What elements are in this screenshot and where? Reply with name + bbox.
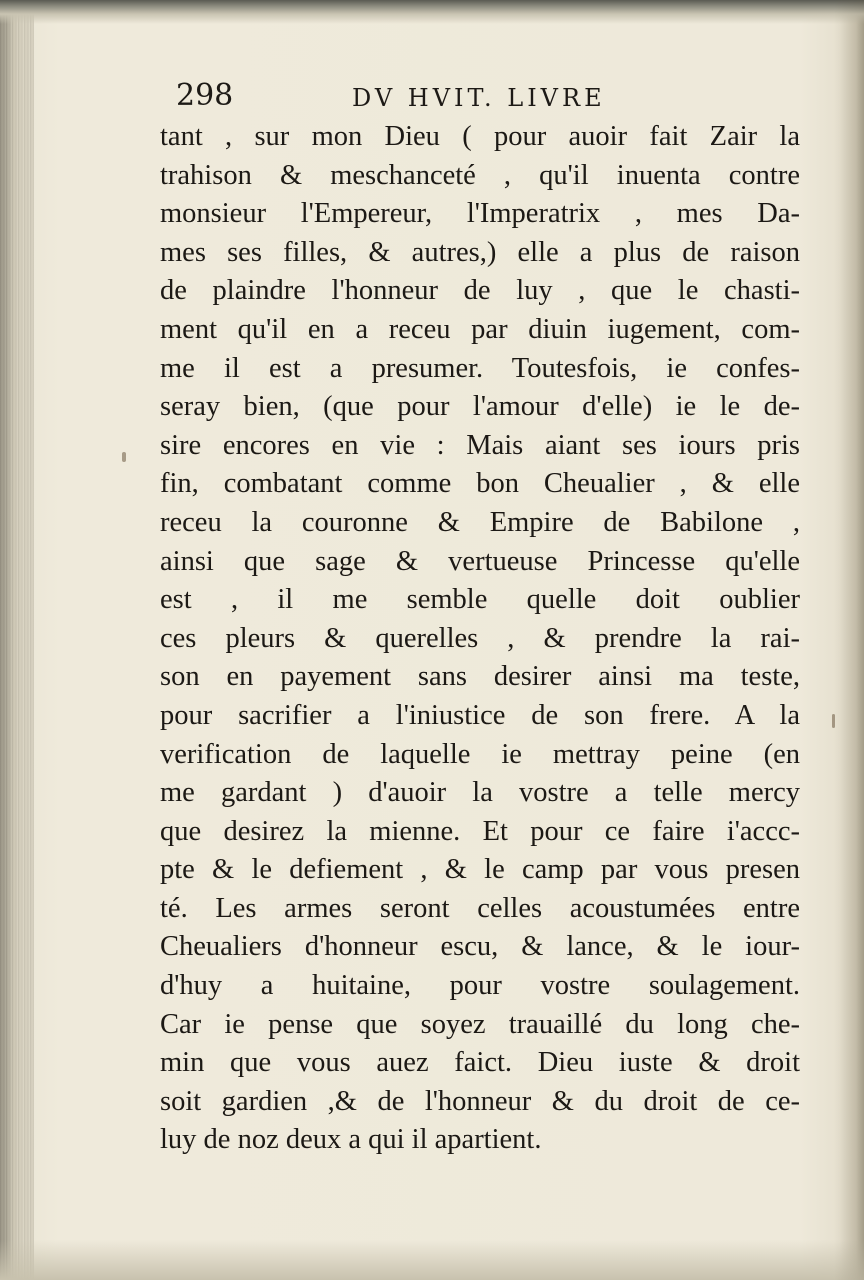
text-line: Car ie pense que soyez trauaillé du long che-: [160, 1008, 800, 1040]
text-line: son en payement sans desirer ainsi ma teste,: [160, 661, 800, 693]
text-line: pte & le defiement , & le camp par vous presen: [160, 854, 800, 886]
bottom-page-edge: [0, 1240, 864, 1280]
text-line: min que vous auez faict. Dieu iuste & droit: [160, 1047, 800, 1079]
text-line: luy de noz deux a qui il apartient.: [160, 1124, 542, 1156]
text-line: mes ses filles, & autres,) elle a plus de raison: [160, 236, 800, 268]
paper-blemish: [832, 714, 835, 728]
page-stack-edge: [0, 0, 34, 1280]
text-line: me il est a presumer. Toutesfois, ie confes-: [160, 352, 800, 384]
text-line: tant , sur mon Dieu ( pour auoir fait Zair la: [160, 121, 800, 152]
top-page-edge: [0, 0, 864, 24]
text-line: que desirez la mienne. Et pour ce faire i'accc-: [160, 815, 800, 847]
text-line: ainsi que sage & vertueuse Princesse qu'elle: [160, 545, 800, 577]
text-line: ces pleurs & querelles , & prendre la rai-: [160, 622, 800, 654]
text-line: est , il me semble quelle doit oublier: [160, 584, 800, 616]
text-line: trahison & meschanceté , qu'il inuenta contre: [160, 159, 800, 191]
text-line: sire encores en vie : Mais aiant ses iours pris: [160, 429, 800, 461]
right-page-shadow: [834, 0, 864, 1280]
page-number: 298: [176, 78, 234, 113]
text-line: receu la couronne & Empire de Babilone ,: [160, 506, 800, 538]
text-line: seray bien, (que pour l'amour d'elle) ie le de-: [160, 391, 800, 423]
body-text: [160, 118, 800, 1160]
text-line: pour sacrifier a l'iniustice de son frere. A la: [160, 699, 800, 731]
page-header: [176, 78, 776, 118]
text-line: soit gardien ,& de l'honneur & du droit de ce-: [160, 1085, 800, 1117]
text-line: me gardant ) d'auoir la vostre a telle mercy: [160, 777, 800, 809]
text-line: té. Les armes seront celles acoustumées entre: [160, 892, 800, 924]
paper-blemish: [122, 452, 126, 462]
text-line: d'huy a huitaine, pour vostre soulagement.: [160, 970, 800, 1002]
text-line: verification de laquelle ie mettray peine (en: [160, 738, 800, 770]
text-line: ment qu'il en a receu par diuin iugement, com-: [160, 313, 800, 345]
text-line: Cheualiers d'honneur escu, & lance, & le iour-: [160, 931, 800, 963]
text-line: fin, combatant comme bon Cheualier , & elle: [160, 468, 800, 500]
text-line: monsieur l'Empereur, l'Imperatrix , mes Da-: [160, 198, 800, 230]
text-line: de plaindre l'honneur de luy , que le chasti-: [160, 275, 800, 307]
running-head: DV HVIT. LIVRE: [352, 84, 606, 112]
